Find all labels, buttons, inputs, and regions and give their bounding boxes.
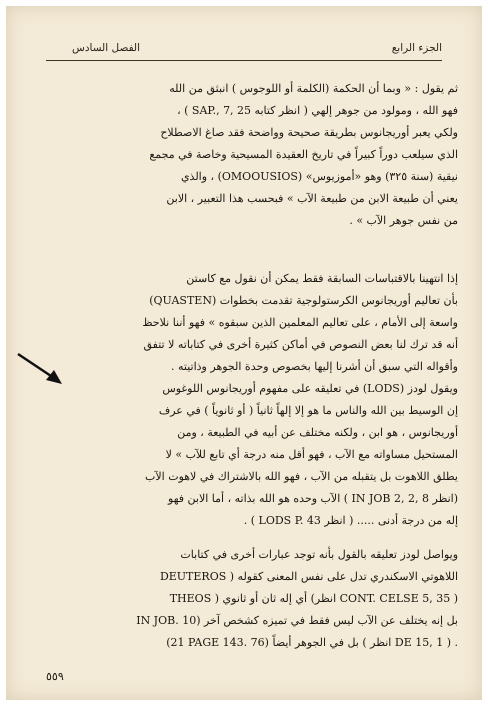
text-line: ويقول لودز (LODS) في تعليقه على مفهوم أوريجانوس اللوغوس: [162, 382, 458, 395]
text-line: إله من درجة أدنى ..... ( انظر LODS P. 43 ) .: [243, 514, 458, 527]
text-line: فهو الله ، ومولود من جوهر إلهي ( انظر كتابه SAP., 7, 25 ) ،: [177, 104, 458, 117]
text-line: اللاهوتي الاسكندري تدل على نفس المعنى كقوله ( DEUTEROS: [159, 570, 458, 583]
text-line: (انظر IN JOB 2, 2, 8 ) الآب وحده هو الله بذاته ، أما الابن فهو: [168, 492, 458, 505]
text-line: (QUASTEN) بأن تعاليم أوريجانوس الكرستولوجية تقدمت بخطوات: [149, 294, 458, 307]
header-chapter-part: الجزء الرابع: [391, 42, 442, 54]
running-header: [46, 42, 442, 61]
text-line: أنه قد ترك لنا بعض النصوص في أماكن كثيرة أخرى في كتاباته لا تتفق: [143, 338, 458, 351]
text-line: ولكي يعبر أوريجانوس بطريقة صحيحة وواضحة فقد صاغ الاصطلاح: [160, 126, 458, 139]
text-line: نيقية (سنة ٣٢٥) وهو «أموزيوس» (OMOOUSIOS) ، والذي: [180, 170, 458, 183]
text-line: ثم يقول : « وبما أن الحكمة (الكلمة أو اللوجوس ) انبثق من الله: [169, 82, 458, 95]
text-line: يعني أن طبيعة الابن من طبيعة الآب » فبحسب هذا التعبير ، الابن: [166, 192, 458, 205]
arrow-pointer-icon: [16, 352, 64, 386]
paragraph-3: [46, 544, 458, 654]
text-line: إذا انتهينا بالاقتباسات السابقة فقط يمكن أن نقول مع كاستن: [186, 272, 458, 285]
text-line: إن الوسيط بين الله والناس ما هو إلا إلهاً ثانياً ( أو ثانوياً ) في عرف: [158, 404, 458, 417]
text-line: يطلق اللاهوت بل يتقبله من الآب ، فهو الله بالاشتراك في لاهوت الآب: [145, 470, 458, 483]
text-line: من نفس جوهر الآب » .: [349, 214, 458, 227]
text-line: واسعة إلى الأمام ، على تعاليم المعلمين الذين سبقوه » فهو أننا نلاحظ: [142, 316, 458, 329]
paragraph-2: [46, 268, 458, 532]
page-number: ٥٥٩: [46, 670, 64, 683]
header-section: الفصل السادس: [72, 42, 140, 54]
text-line: المستحيل مساواته مع الآب ، فهو أقل منه درجة أي تابع للآب » لا: [165, 448, 458, 461]
text-line: أوريجانوس ، هو ابن ، ولكنه مختلف عن أبيه في الطبيعة ، ومن: [177, 426, 458, 439]
text-line: وأقواله التي سبق أن أشرنا إليها بخصوص وحدة الجوهر وذاتيته .: [171, 360, 458, 373]
text-line: بل إنه يختلف عن الآب ليس فقط في تميزه كشخص آخر (IN JOB. 10: [136, 614, 458, 627]
paragraph-1: [46, 78, 458, 232]
text-line: (21 PAGE 143. 76) بل في الجوهر أيضاً ( انظر DE 15, 1 ) .: [166, 636, 458, 649]
text-line: THEOS ) أي إله ثان أو ثانوي (انظر CONT. CELSE 5, 35 ): [169, 592, 458, 605]
book-page: [6, 6, 482, 700]
text-line: الذي سيلعب دوراً كبيراً في تاريخ العقيدة المسيحية وخاصة في مجمع: [149, 148, 458, 161]
text-line: ويواصل لودز تعليقه بالقول بأنه توجد عبارات أخرى في كتابات: [180, 548, 458, 561]
